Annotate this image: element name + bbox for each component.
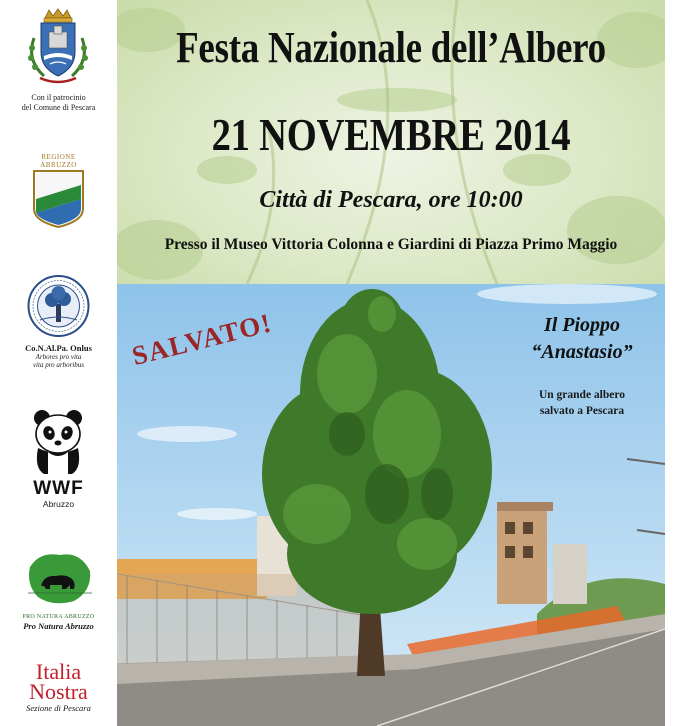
regione-abruzzo-logo-block	[0, 153, 117, 234]
salvato-stamp: SALVATO!	[129, 307, 276, 372]
conalpa-tree-logo-icon	[0, 274, 117, 338]
event-location-time: Città di Pescara, ore 10:00	[259, 187, 523, 213]
wwf-panda-icon	[0, 408, 117, 474]
poplar-tree-photo	[117, 284, 665, 726]
comune-pescara-logo-block	[0, 8, 117, 113]
event-date: 21 NOVEMBRE 2014	[211, 109, 571, 160]
right-margin	[665, 0, 679, 726]
conalpa-logo-block	[0, 274, 117, 369]
wwf-logo-block	[0, 408, 117, 509]
event-title: Festa Nazionale dell’Albero	[176, 23, 606, 72]
wwf-name: WWF	[33, 478, 84, 499]
tree-name-line2: “Anastasio”	[531, 341, 633, 363]
tree-subtitle-line1: Un grande albero	[538, 389, 626, 401]
conalpa-motto-line1: Arbores pro vita	[35, 353, 82, 361]
italia-nostra-section: Sezione di Pescara	[26, 703, 91, 713]
regione-label-line2: ABRUZZO	[40, 161, 77, 169]
event-header	[117, 0, 665, 284]
tree-name-line1: Il Pioppo	[543, 314, 621, 336]
conalpa-motto-line2: vita pro arboribus	[32, 361, 85, 369]
italia-nostra-line2: Nostra	[29, 679, 88, 704]
comune-caption-line1: Con il patrocinio	[31, 93, 86, 102]
pro-natura-logo-block	[0, 545, 117, 632]
pro-natura-ring-text: PRO NATURA ABRUZZO	[22, 614, 95, 620]
italia-nostra-line1: Italia	[35, 659, 82, 684]
wwf-region: Abruzzo	[42, 499, 75, 509]
abruzzo-region-shield-icon	[0, 169, 117, 229]
italia-nostra-logo-block	[0, 659, 117, 714]
event-venue: Presso il Museo Vittoria Colonna e Giardini di Piazza Primo Maggio	[164, 236, 618, 253]
sponsor-sidebar	[0, 0, 117, 726]
pro-natura-bear-logo-icon	[0, 545, 117, 609]
pro-natura-name: Pro Natura Abruzzo	[23, 621, 94, 631]
pescara-coat-of-arms-icon	[0, 8, 117, 88]
tree-subtitle-line2: salvato a Pescara	[539, 405, 625, 417]
conalpa-name: Co.N.Al.Pa. Onlus	[25, 343, 92, 353]
regione-label-line1: REGIONE	[41, 153, 76, 161]
comune-caption-line2: del Comune di Pescara	[21, 103, 96, 112]
